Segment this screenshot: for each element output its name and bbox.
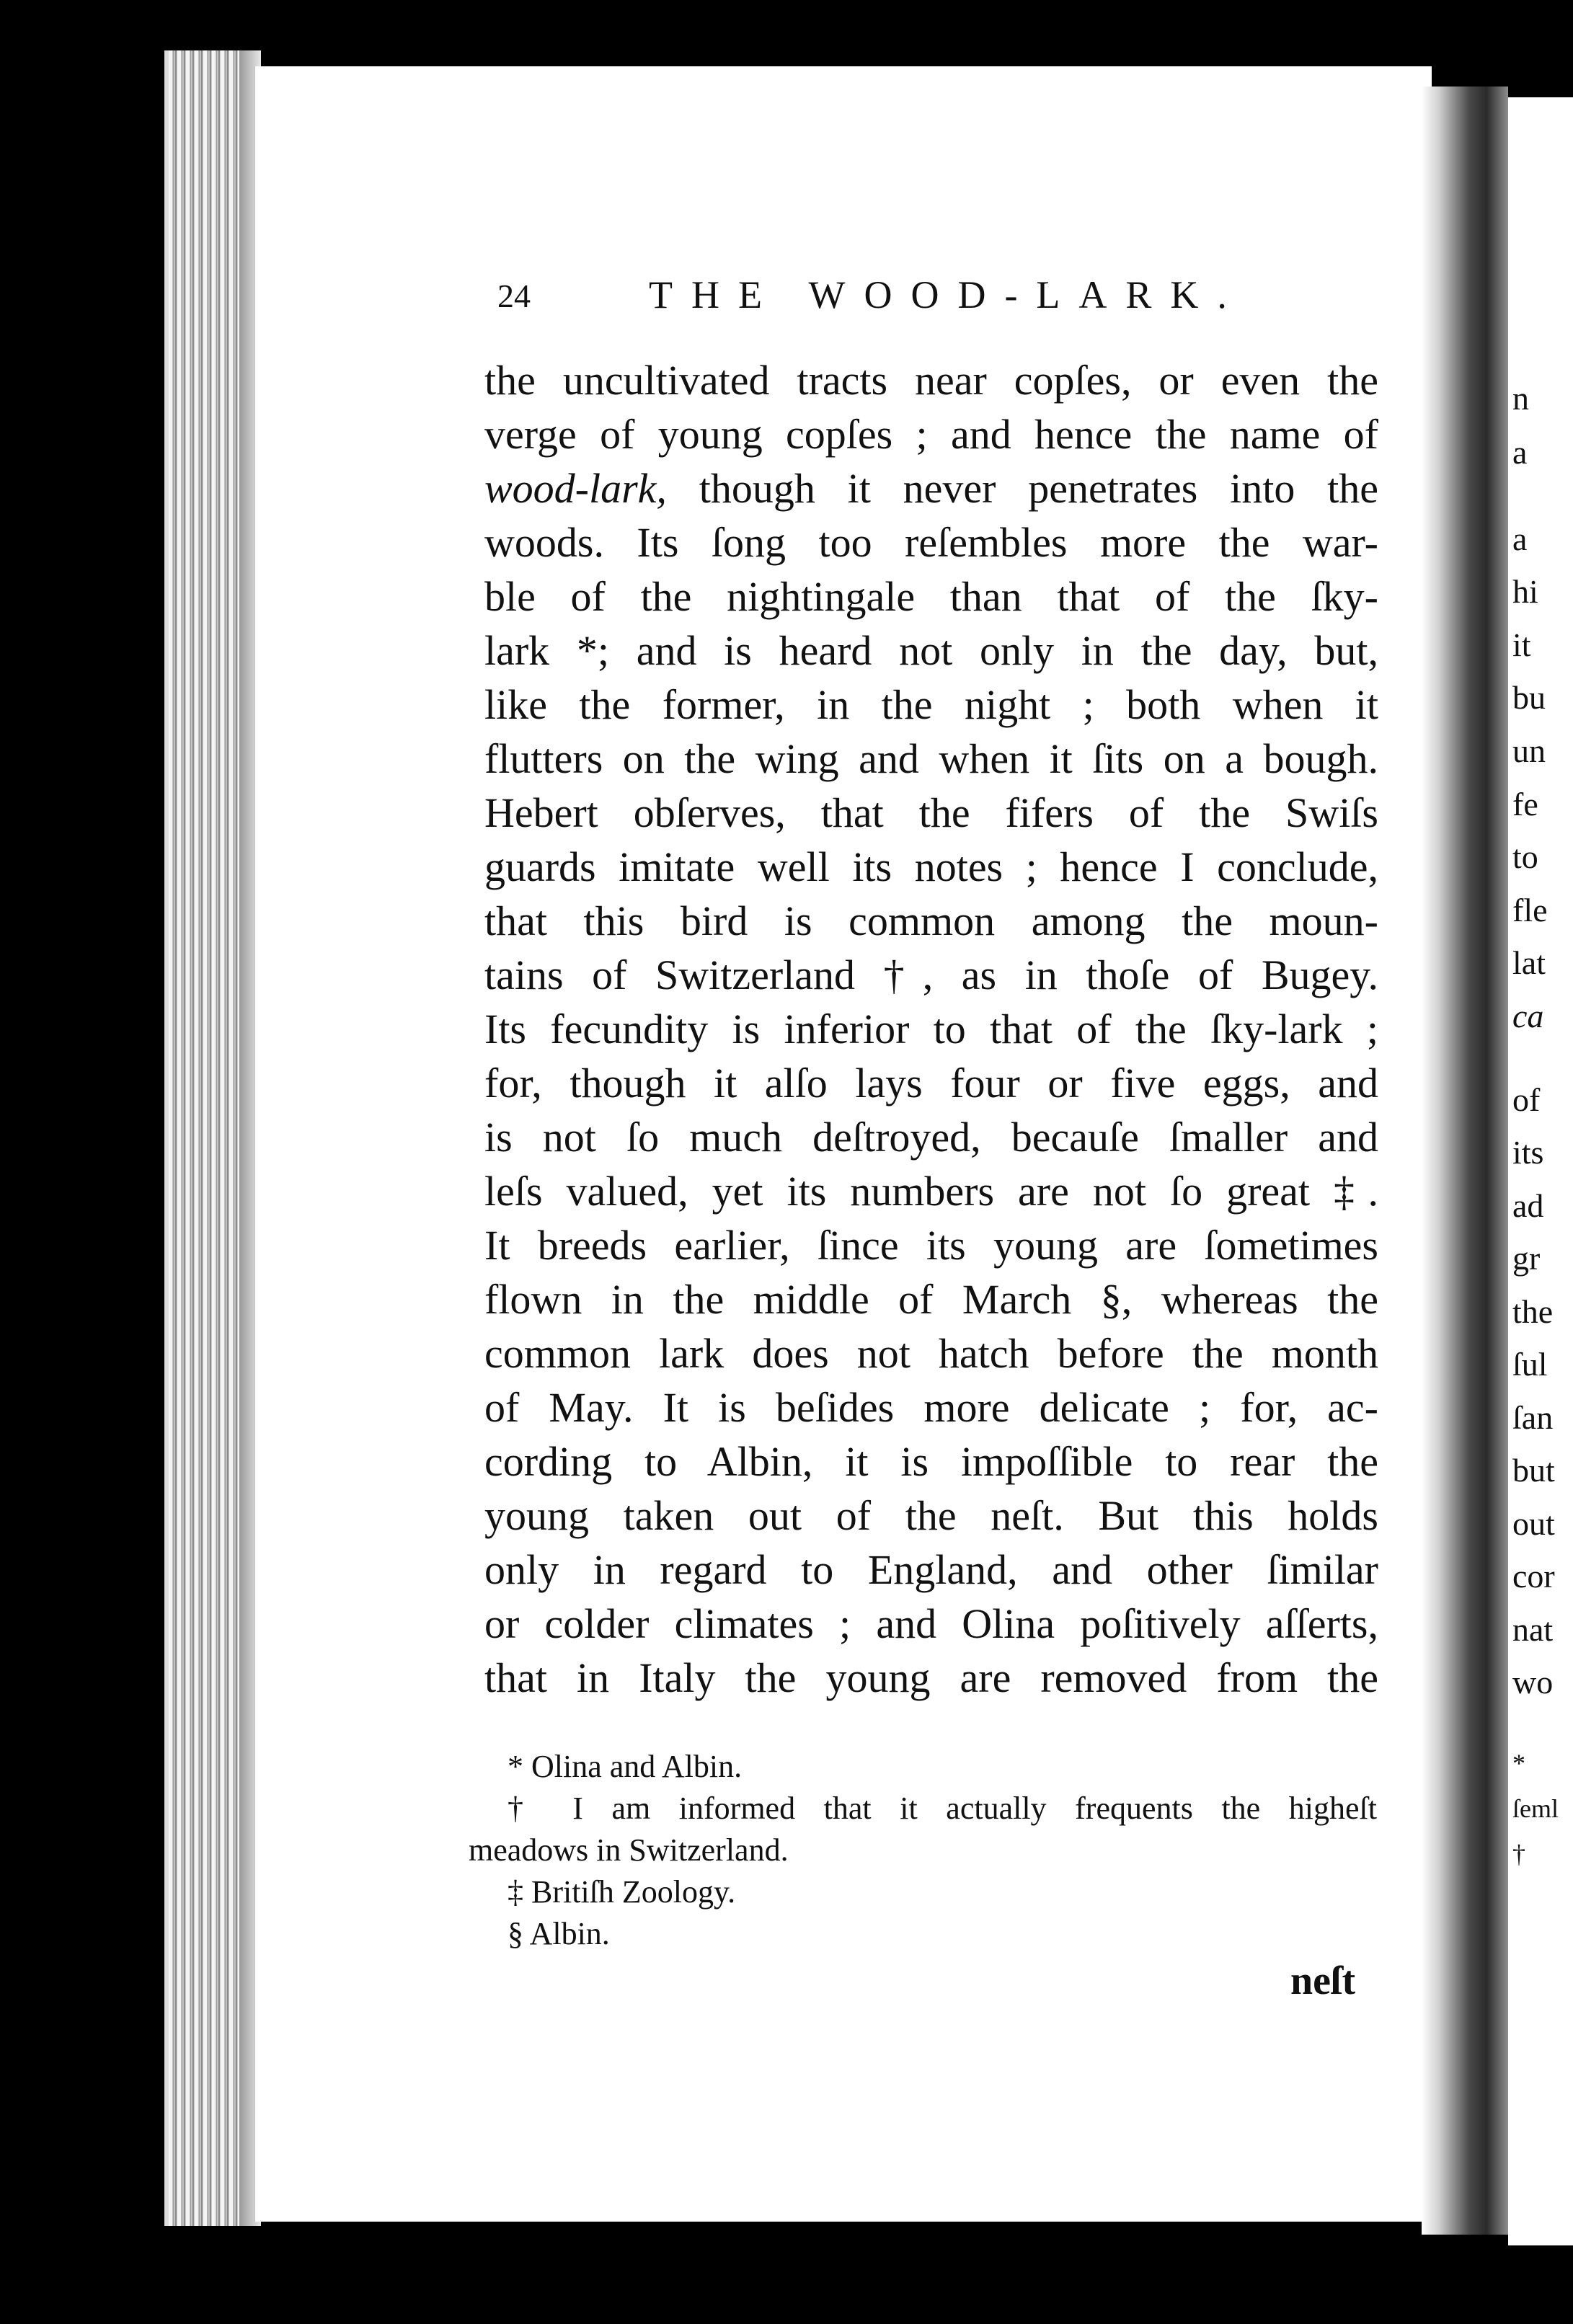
text-line: only in regard to England, and other ſimilar: [484, 1546, 1378, 1593]
facing-page-line: ſul: [1512, 1346, 1548, 1383]
facing-page-line: a: [1512, 434, 1528, 471]
facing-page-line: nat: [1512, 1611, 1554, 1648]
facing-page-note: †: [1512, 1840, 1525, 1868]
text-line: or colder climates ; and Olina poſitively aſſerts,: [484, 1600, 1378, 1647]
italic-term: wood-lark,: [484, 465, 667, 512]
facing-page: [1508, 97, 1573, 2245]
page-number: 24: [497, 278, 531, 314]
facing-page-line: ſan: [1512, 1399, 1554, 1436]
facing-page-line: ca: [1512, 998, 1544, 1034]
text-line: verge of young copſes ; and hence the name of: [484, 411, 1378, 458]
facing-page-line: a: [1512, 520, 1528, 557]
text-line: cording to Albin, it is impoſſible to rear the: [484, 1438, 1378, 1485]
binding-gutter: [1422, 87, 1508, 2235]
footnote-british-zoology: ‡ Britiſh Zoology.: [508, 1874, 736, 1910]
footnotes: [469, 1746, 1377, 1955]
text-line: It breeds earlier, ſince its young are ſometimes: [484, 1222, 1378, 1269]
text-line: is not ſo much deſtroyed, becauſe ſmaller and: [484, 1114, 1378, 1161]
running-head: [497, 272, 1384, 323]
facing-page-line: its: [1512, 1134, 1544, 1171]
text-line: for, though it alſo lays four or five eggs, and: [484, 1060, 1378, 1106]
facing-page-line: of: [1512, 1081, 1541, 1118]
text-line: Its fecundity is inferior to that of the ſky-lark ;: [484, 1006, 1378, 1052]
text-line: guards imitate well its notes ; hence I conclude,: [484, 843, 1378, 890]
facing-page-line: to: [1512, 838, 1538, 875]
facing-page-line: wo: [1512, 1664, 1554, 1700]
facing-page-line: gr: [1512, 1240, 1541, 1277]
text-line: wood-lark, though it never penetrates into the: [484, 465, 1378, 512]
catchword: neſt: [1290, 1959, 1356, 2003]
text-line: ble of the nightingale than that of the ſky-: [484, 573, 1378, 620]
facing-page-line: lat: [1512, 944, 1546, 981]
footnote-switzerland-cont: meadows in Switzerland.: [469, 1832, 789, 1868]
facing-page-line: fle: [1512, 892, 1548, 928]
facing-page-line: but: [1512, 1452, 1555, 1489]
body-text: [484, 353, 1378, 1705]
footnote-olina: * Olina and Albin.: [508, 1749, 743, 1784]
facing-page-line: it: [1512, 626, 1531, 663]
facing-page-line: ad: [1512, 1187, 1544, 1224]
text-line: flown in the middle of March §, whereas the: [484, 1276, 1378, 1323]
facing-page-line: cor: [1512, 1558, 1555, 1595]
facing-page-line: un: [1512, 732, 1546, 769]
text-line: like the former, in the night ; both when it: [484, 681, 1378, 728]
text-line: common lark does not hatch before the month: [484, 1330, 1378, 1377]
text-line: young taken out of the neſt. But this holds: [484, 1492, 1378, 1539]
text-line: leſs valued, yet its numbers are not ſo great ‡.: [484, 1168, 1378, 1215]
facing-page-line: fe: [1512, 786, 1538, 822]
text-line: tains of Switzerland †, as in thoſe of Bugey.: [484, 952, 1378, 998]
text-line: that in Italy the young are removed from the: [484, 1654, 1378, 1701]
text-line: flutters on the wing and when it ſits on a bough.: [484, 735, 1378, 782]
text-line: of May. It is beſides more delicate ; for, ac-: [484, 1384, 1378, 1431]
text-line: the uncultivated tracts near copſes, or even the: [484, 357, 1378, 404]
facing-page-line: the: [1512, 1293, 1554, 1330]
facing-page-line: out: [1512, 1505, 1555, 1542]
facing-page-note: ſeml: [1512, 1794, 1559, 1823]
facing-page-line: n: [1512, 380, 1529, 417]
text-line: lark *; and is heard not only in the day, but,: [484, 627, 1378, 674]
text-line: woods. Its ſong too reſembles more the war-: [484, 519, 1378, 566]
text-line: Hebert obſerves, that the fifers of the Swiſs: [484, 789, 1378, 836]
facing-page-line: hi: [1512, 573, 1538, 610]
facing-page-line: bu: [1512, 679, 1546, 716]
facing-page-note: *: [1512, 1749, 1525, 1778]
text-line: that this bird is common among the moun-: [484, 897, 1378, 944]
footnote-switzerland: † I am informed that it actually frequents the higheſt: [508, 1791, 1377, 1826]
footnote-albin: § Albin.: [508, 1916, 610, 1951]
running-title: THE WOOD-LARK.: [649, 273, 1246, 316]
